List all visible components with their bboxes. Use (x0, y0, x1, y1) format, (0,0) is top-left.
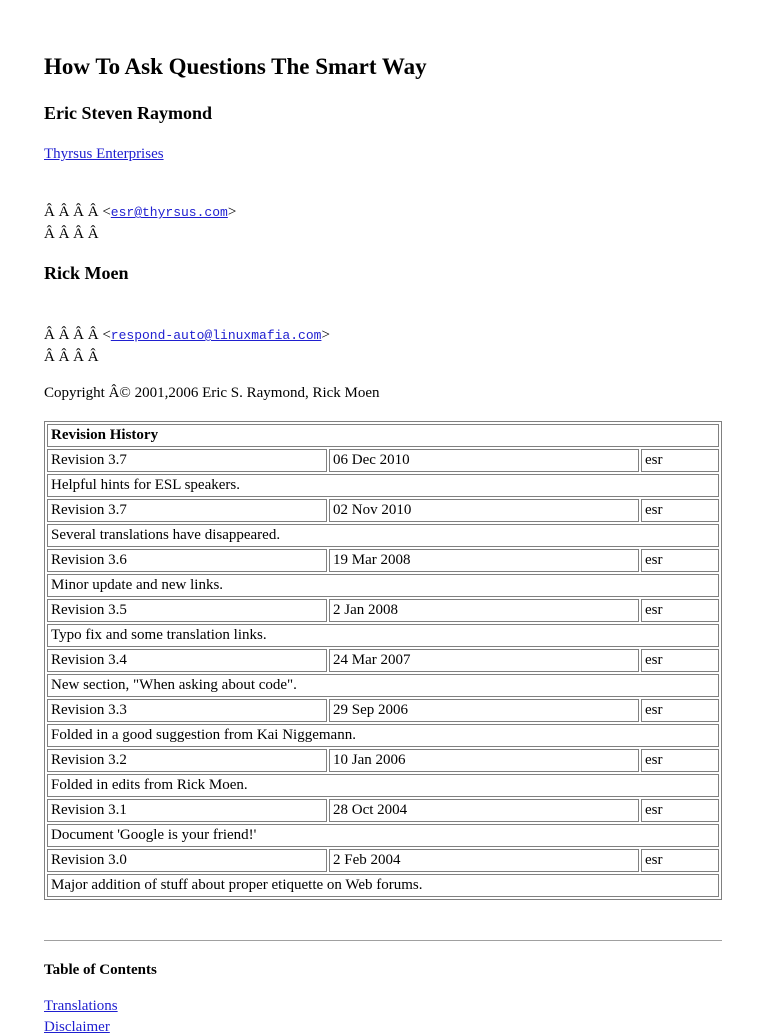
revision-row (47, 749, 719, 772)
revision-note-row (47, 824, 719, 847)
revision-note-row (47, 624, 719, 647)
revision-row (47, 799, 719, 822)
revision-date: 02 Nov 2010 (329, 499, 639, 522)
revision-date: 24 Mar 2007 (329, 649, 639, 672)
email-trailing-1: Â Â Â Â (44, 226, 99, 242)
revision-date: 28 Oct 2004 (329, 799, 639, 822)
revision-author: esr (641, 599, 719, 622)
revision-note: Major addition of stuff about proper etiquette on Web forums. (47, 874, 719, 897)
email-prefix: Â Â Â Â < (44, 327, 111, 343)
revision-author: esr (641, 699, 719, 722)
revision-author: esr (641, 499, 719, 522)
email-suffix: > (321, 327, 330, 343)
revision-date: 29 Sep 2006 (329, 699, 639, 722)
email-suffix: > (227, 204, 237, 220)
revision-date: 10 Jan 2006 (329, 749, 639, 772)
revision-note: Helpful hints for ESL speakers. (47, 474, 719, 497)
email-trailing-2: Â Â Â Â (44, 349, 99, 365)
email-link-esr[interactable]: esr@thyrsus.com (110, 205, 228, 220)
revision-number: Revision 3.6 (47, 549, 327, 572)
revision-row (47, 449, 719, 472)
revision-history-heading: Revision History (47, 424, 719, 447)
revision-note: Document 'Google is your friend!' (47, 824, 719, 847)
revision-note-row (47, 574, 719, 597)
revision-author: esr (641, 649, 719, 672)
email-line-1 (44, 204, 236, 221)
revision-note: Folded in a good suggestion from Kai Niggemann. (47, 724, 719, 747)
section-divider (44, 940, 722, 941)
author-name-1: Eric Steven Raymond (44, 103, 212, 123)
copyright-line: Copyright Â© 2001,2006 Eric S. Raymond, Rick Moen (44, 385, 380, 401)
revision-author: esr (641, 449, 719, 472)
revision-date: 19 Mar 2008 (329, 549, 639, 572)
revision-author: esr (641, 799, 719, 822)
revision-note: Minor update and new links. (47, 574, 719, 597)
affiliation-link[interactable]: Thyrsus Enterprises (44, 146, 164, 162)
revision-note-row (47, 474, 719, 497)
revision-note-row (47, 874, 719, 897)
revision-date: 2 Feb 2004 (329, 849, 639, 872)
revision-note-row (47, 724, 719, 747)
revision-row (47, 849, 719, 872)
document-title: How To Ask Questions The Smart Way (44, 54, 427, 79)
revision-note-row (47, 674, 719, 697)
revision-note-row (47, 524, 719, 547)
revision-author: esr (641, 749, 719, 772)
toc-title: Table of Contents (44, 962, 157, 978)
revision-number: Revision 3.3 (47, 699, 327, 722)
revision-note: Several translations have disappeared. (47, 524, 719, 547)
toc-link-translations[interactable]: Translations (44, 998, 118, 1014)
revision-author: esr (641, 549, 719, 572)
revision-row (47, 699, 719, 722)
revision-date: 2 Jan 2008 (329, 599, 639, 622)
toc-item-disclaimer (44, 1019, 110, 1036)
revision-number: Revision 3.7 (47, 499, 327, 522)
revision-number: Revision 3.0 (47, 849, 327, 872)
revision-history-table (44, 421, 722, 900)
author-name-2: Rick Moen (44, 263, 129, 283)
revision-author: esr (641, 849, 719, 872)
revision-number: Revision 3.2 (47, 749, 327, 772)
email-prefix: Â Â Â Â < (44, 204, 111, 220)
toc-item-translations (44, 998, 118, 1015)
revision-row (47, 499, 719, 522)
revision-number: Revision 3.4 (47, 649, 327, 672)
revision-row (47, 649, 719, 672)
revision-number: Revision 3.1 (47, 799, 327, 822)
revision-row (47, 599, 719, 622)
email-link-moen[interactable]: respond-auto@linuxmafia.com (110, 328, 322, 343)
revision-number: Revision 3.5 (47, 599, 327, 622)
revision-history-heading-row (47, 424, 719, 447)
revision-row (47, 549, 719, 572)
revision-note: Folded in edits from Rick Moen. (47, 774, 719, 797)
affiliation-line (44, 146, 164, 163)
revision-note: New section, "When asking about code". (47, 674, 719, 697)
revision-date: 06 Dec 2010 (329, 449, 639, 472)
toc-link-disclaimer[interactable]: Disclaimer (44, 1019, 110, 1035)
email-line-2 (44, 327, 330, 344)
revision-number: Revision 3.7 (47, 449, 327, 472)
revision-note-row (47, 774, 719, 797)
revision-note: Typo fix and some translation links. (47, 624, 719, 647)
